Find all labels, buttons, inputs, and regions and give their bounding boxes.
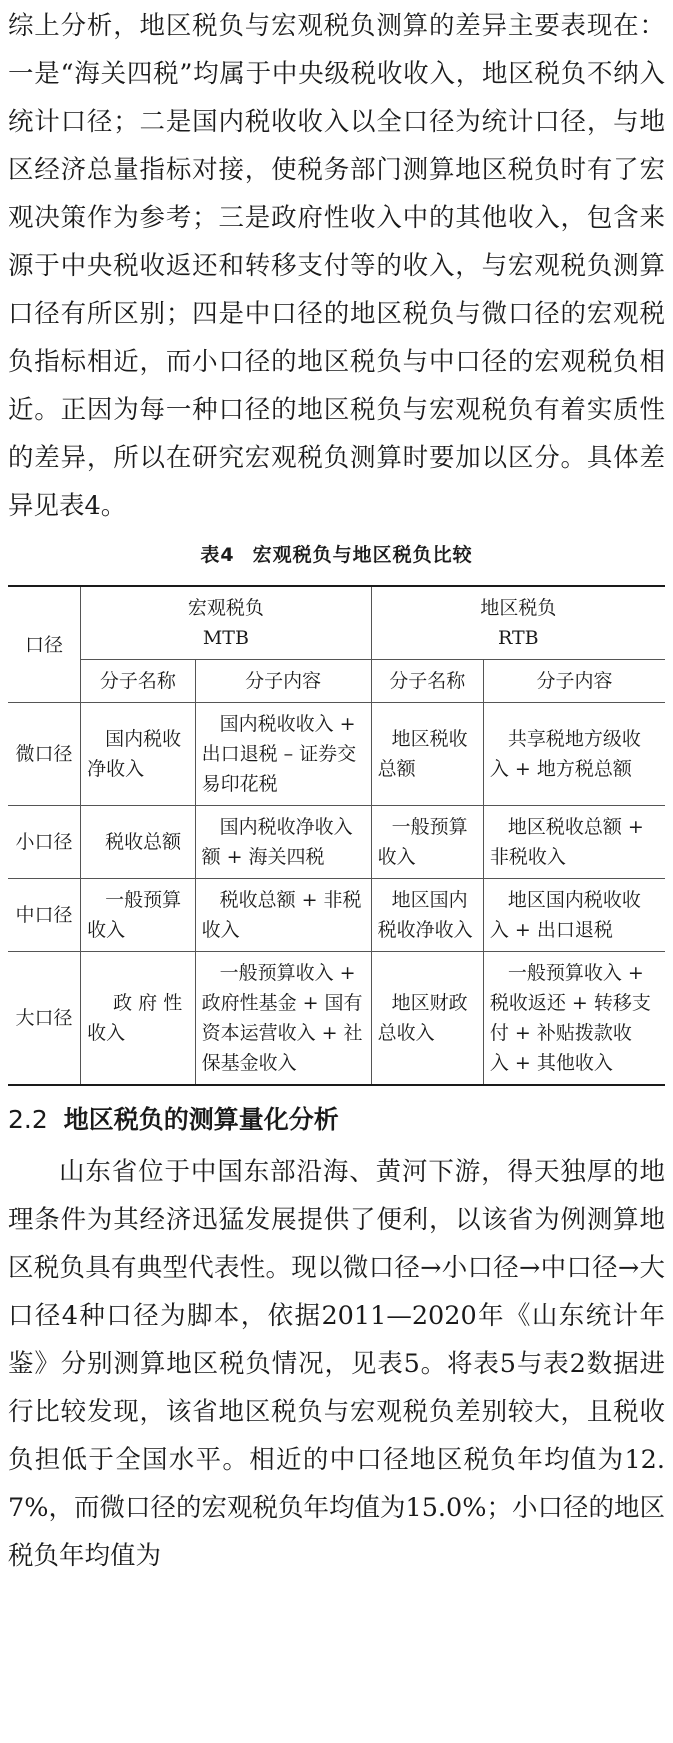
- section-number: 2.2: [8, 1105, 48, 1134]
- cell-line: 资本运营收入 + 社: [201, 1022, 363, 1044]
- header-caliber: 口径: [8, 586, 81, 703]
- header-regional-abbr: RTB: [498, 627, 539, 649]
- shandong-paragraph: 山东省位于中国东部沿海、黄河下游，得天独厚的地理条件为其经济迅猛发展提供了便利，以该省为例测算地区税负具有典型代表性。现以微口径→小口径→中口径→大口径4种口径为脚本，依据2011—2020年《山东统计年鉴》分别测算地区税负情况，见表5。将表5与表2数据进行比较发现，该省地区税负与宏观税负差别较大，且税收负担低于全国水平。相近的中口径地区税负年均值为12.7%，而微口径的宏观税负年均值为15.0%；小口径的地区税负年均值为: [8, 1157, 665, 1571]
- header-regional: [371, 586, 665, 660]
- subheader-regional-content: 分子内容: [483, 660, 665, 703]
- row-macro-content: [195, 806, 371, 879]
- row-regional-name: [371, 806, 483, 879]
- cell-line: 地区国内: [391, 889, 468, 911]
- row-regional-content: [483, 806, 665, 879]
- row-macro-content: [195, 703, 371, 806]
- cell-line: 税收净收入: [377, 919, 473, 941]
- table-row: [8, 703, 665, 806]
- summary-paragraph: 综上分析，地区税负与宏观税负测算的差异主要表现在：一是“海关四税”均属于中央级税收收入，地区税负不纳入统计口径；二是国内税收收入以全口径为统计口径，与地区经济总量指标对接，使税务部门测算地区税负时有了宏观决策作为参考；三是政府性收入中的其他收入，包含来源于中央税收返还和转移支付等的收入，与宏观税负测算口径有所区别；四是中口径的地区税负与微口径的宏观税负指标相近，而小口径的地区税负与中口径的宏观税负相近。正因为每一种口径的地区税负与宏观税负有着实质性的差异，所以在研究宏观税负测算时要加以区分。具体差异见表4。: [8, 11, 665, 521]
- cell-line: 国内税收: [105, 728, 182, 750]
- table-row: [8, 879, 665, 952]
- cell-line: 收入: [377, 846, 416, 868]
- cell-line: 出口退税 – 证券交: [201, 743, 357, 765]
- section-title: 地区税负的测算量化分析: [63, 1105, 339, 1134]
- row-regional-content: [483, 879, 665, 952]
- cell-line: 付 + 补贴拨款收: [489, 1022, 632, 1044]
- cell-line: 税收总额: [105, 831, 182, 853]
- cell-line: 收入: [87, 919, 126, 941]
- cell-line: 税收返还 + 转移支: [489, 992, 651, 1014]
- table-subheader-row: [8, 660, 665, 703]
- cell-line: 政 府 性: [113, 992, 183, 1014]
- table-caption: [8, 540, 665, 567]
- cell-line: 总收入: [377, 1022, 435, 1044]
- row-macro-name: [81, 703, 195, 806]
- row-regional-content: [483, 952, 665, 1086]
- table-caption-title: 宏观税负与地区税负比较: [252, 544, 473, 566]
- cell-line: 一般预算: [105, 889, 182, 911]
- subheader-macro-content: 分子内容: [195, 660, 371, 703]
- header-regional-title: 地区税负: [480, 597, 557, 619]
- row-caliber: 中口径: [8, 879, 81, 952]
- row-macro-name: [81, 879, 195, 952]
- row-regional-name: [371, 952, 483, 1086]
- section-heading: [8, 1100, 665, 1140]
- cell-line: 额 + 海关四税: [201, 846, 325, 868]
- row-regional-name: [371, 879, 483, 952]
- cell-line: 地区税收: [391, 728, 468, 750]
- row-macro-content: [195, 952, 371, 1086]
- cell-line: 地区财政: [391, 992, 468, 1014]
- row-caliber: 小口径: [8, 806, 81, 879]
- cell-line: 易印花税: [201, 773, 278, 795]
- header-macro-title: 宏观税负: [187, 597, 264, 619]
- cell-line: 保基金收入: [201, 1052, 297, 1074]
- cell-line: 总额: [377, 758, 416, 780]
- cell-line: 政府性基金 + 国有: [201, 992, 363, 1014]
- table-caption-number: 表4: [200, 544, 235, 566]
- cell-line: 地区税收总额 +: [507, 816, 644, 838]
- table-row: [8, 952, 665, 1086]
- cell-line: 收入: [87, 1022, 126, 1044]
- comparison-table: [8, 585, 665, 1086]
- row-regional-name: [371, 703, 483, 806]
- cell-line: 共享税地方级收: [507, 728, 641, 750]
- cell-line: 国内税收收入 +: [219, 713, 356, 735]
- cell-line: 入 + 其他收入: [489, 1052, 613, 1074]
- cell-line: 净收入: [87, 758, 145, 780]
- row-caliber: 大口径: [8, 952, 81, 1086]
- cell-line: 入 + 出口退税: [489, 919, 613, 941]
- cell-line: 一般预算收入 +: [219, 962, 356, 984]
- header-macro: [81, 586, 372, 660]
- cell-line: 非税收入: [489, 846, 566, 868]
- subheader-macro-name: 分子名称: [81, 660, 195, 703]
- row-regional-content: [483, 703, 665, 806]
- cell-line: 地区国内税收收: [507, 889, 641, 911]
- cell-line: 国内税收净收入: [219, 816, 353, 838]
- cell-line: 入 + 地方税总额: [489, 758, 632, 780]
- cell-line: 税收总额 + 非税: [219, 889, 362, 911]
- subheader-regional-name: 分子名称: [371, 660, 483, 703]
- table-header-row: [8, 586, 665, 660]
- table-row: [8, 806, 665, 879]
- cell-line: 一般预算: [391, 816, 468, 838]
- row-caliber: 微口径: [8, 703, 81, 806]
- row-macro-content: [195, 879, 371, 952]
- header-macro-abbr: MTB: [202, 627, 249, 649]
- cell-line: 一般预算收入 +: [507, 962, 644, 984]
- cell-line: 收入: [201, 919, 240, 941]
- row-macro-name: [81, 952, 195, 1086]
- row-macro-name: [81, 806, 195, 879]
